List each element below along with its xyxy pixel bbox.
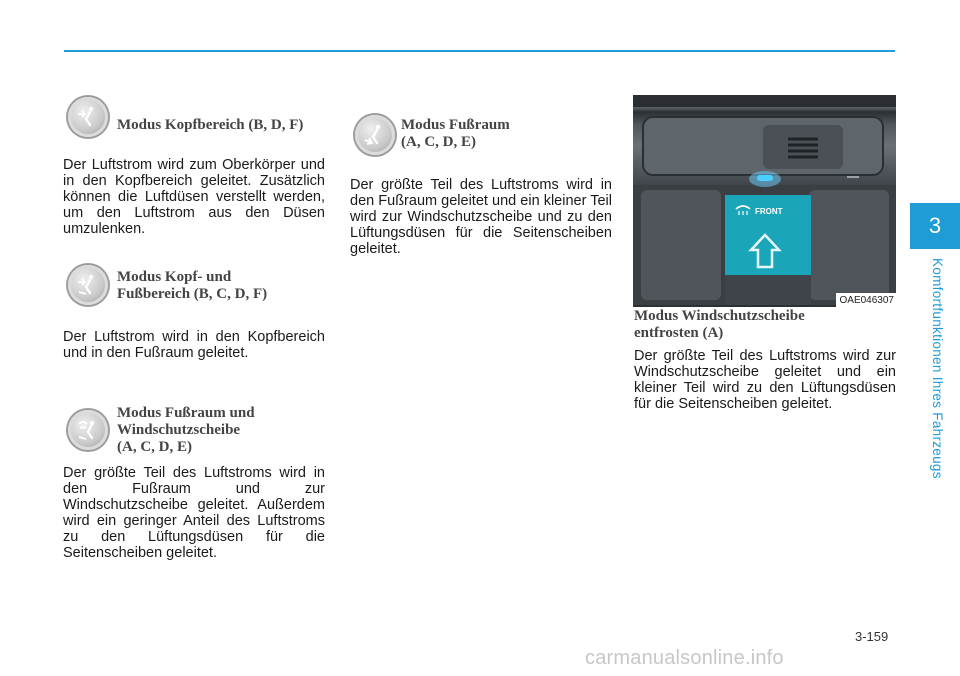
bi-level-vent-icon bbox=[68, 265, 108, 305]
control-panel-photo bbox=[633, 95, 896, 307]
page-number: 3-159 bbox=[855, 629, 889, 644]
section-heading: Modus Fußraum und Windschutzscheibe (A, C, D, E) bbox=[117, 405, 255, 455]
chapter-tab: 3 bbox=[910, 203, 960, 249]
section-heading: Modus Windschutzscheibe entfrosten (A) bbox=[634, 308, 805, 341]
section-text: Der Luftstrom wird in den Kopfbereich und in den Fußraum geleitet. bbox=[63, 329, 325, 361]
section-text: Der Luftstrom wird zum Oberkörper und in den Kopfbereich geleitet. Zusätzlich können die Luftdüsen verstellt werden, um den Luftstrom aus den Düsen umzulenken. bbox=[63, 157, 325, 237]
section-heading: Modus Fußraum (A, C, D, E) bbox=[401, 117, 510, 150]
floor-vent-icon bbox=[355, 115, 395, 155]
section-text: Der größte Teil des Luftstroms wird in den Fußraum geleitet und ein kleiner Teil wird zur Windschutzscheibe und zu den Lüftungsdüsen für die Seitenscheiben geleitet. bbox=[350, 177, 612, 257]
watermark: carmanualsonline.info bbox=[585, 647, 784, 669]
front-label: FRONT bbox=[755, 207, 783, 216]
image-code: OAE046307 bbox=[836, 293, 897, 307]
section-heading: Modus Kopf- und Fußbereich (B, C, D, F) bbox=[117, 269, 268, 302]
face-vent-icon bbox=[68, 97, 108, 137]
section-heading: Modus Kopfbereich (B, D, F) bbox=[117, 117, 304, 133]
floor-defrost-icon bbox=[68, 410, 108, 450]
chapter-title: Komfortfunktionen Ihres Fahrzeugs bbox=[930, 258, 945, 479]
section-text: Der größte Teil des Luftstroms wird in den Fußraum und zur Windschutzscheibe geleitet. Außerdem wird ein geringer Anteil des Luftstroms zu den Lüftungsdüsen für die Seitenscheiben geleitet. bbox=[63, 465, 325, 561]
header-rule bbox=[64, 50, 895, 52]
section-text: Der größte Teil des Luftstroms wird zur Windschutzscheibe geleitet und ein kleiner Teil wird zu den Lüftungsdüsen für die Seitenscheiben geleitet. bbox=[634, 348, 896, 412]
